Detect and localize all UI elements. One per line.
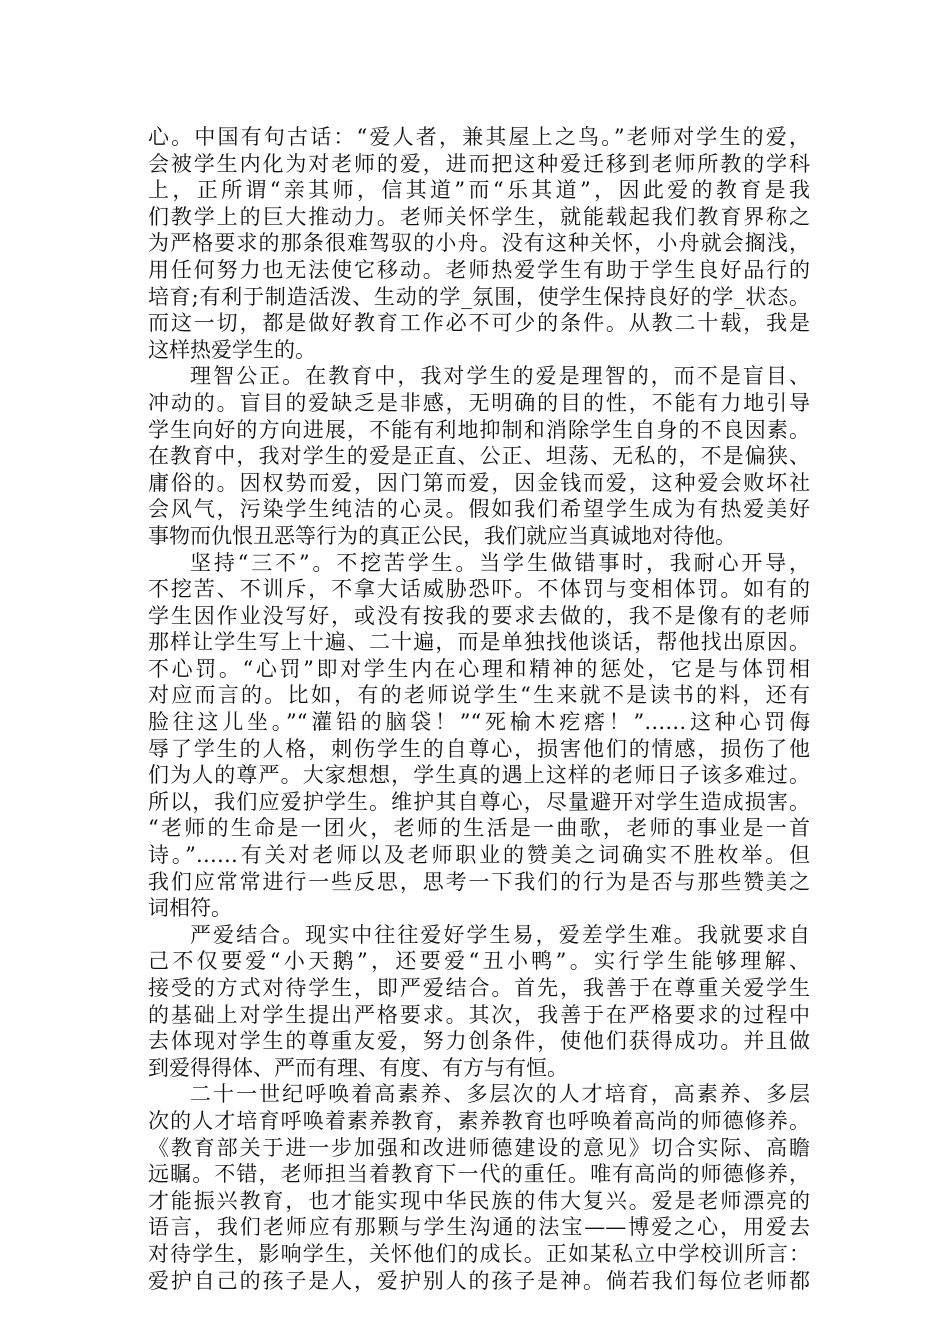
text-line: 上，正所谓“亲其师，信其道”而“乐其道”，因此爱的教育是我 bbox=[148, 178, 810, 203]
text-line: 心。中国有句古话：“爱人者，兼其屋上之鸟。”老师对学生的爱， bbox=[148, 125, 810, 149]
text-line: 坚持“三不”。不挖苦学生。当学生做错事时，我耐心开导， bbox=[190, 550, 810, 575]
text-line: 爱护自己的孩子是人，爱护别人的孩子是神。倘若我们每位老师都 bbox=[148, 1268, 810, 1293]
text-line: 学生向好的方向进展，不能有利地抑制和消除学生自身的不良因素。 bbox=[148, 417, 810, 442]
text-line: 次的人才培育呼唤着素养教育，素养教育也呼唤着高尚的师德修养。 bbox=[148, 1108, 810, 1133]
text-line: 的基础上对学生提出严格要求。其次，我善于在严格要求的过程中 bbox=[148, 1002, 810, 1027]
text-line: 们教学上的巨大推动力。老师关怀学生，就能载起我们教育界称之 bbox=[148, 204, 810, 229]
text-line: 事物而仇恨丑恶等行为的真正公民，我们就应当真诚地对待他。 bbox=[148, 523, 736, 548]
text-line: 到爱得得体、严而有理、有度、有方与有恒。 bbox=[148, 1055, 568, 1080]
text-line: 们为人的尊严。大家想想，学生真的遇上这样的老师日子该多难过。 bbox=[148, 763, 810, 788]
text-line: 冲动的。盲目的爱缺乏是非感，无明确的目的性，不能有力地引导 bbox=[148, 390, 810, 415]
text-line: 在教育中，我对学生的爱是正直、公正、坦荡、无私的，不是偏狭、 bbox=[148, 444, 810, 469]
text-line: 理智公正。在教育中，我对学生的爱是理智的，而不是盲目、 bbox=[190, 364, 810, 389]
text-line: 去体现对学生的尊重友爱，努力创条件，使他们获得成功。并且做 bbox=[148, 1029, 810, 1054]
text-line: 那样让学生写上十遍、二十遍，而是单独找他谈话，帮他找出原因。 bbox=[148, 630, 810, 655]
text-line: 才能振兴教育，也才能实现中华民族的伟大复兴。爱是老师漂亮的 bbox=[148, 1188, 810, 1213]
text-line: 用任何努力也无法使它移动。老师热爱学生有助于学生良好品行的 bbox=[148, 257, 810, 282]
text-line: 二十一世纪呼唤着高素养、多层次的人才培育，高素养、多层 bbox=[190, 1082, 810, 1107]
text-line: 对应而言的。比如，有的老师说学生“生来就不是读书的料，还有 bbox=[148, 683, 810, 708]
text-line: 培育;有利于制造活泼、生动的学_氛围，使学生保持良好的学_状态。 bbox=[148, 284, 810, 309]
text-line: 己不仅要爱“小天鹅”，还要爱“丑小鸭”。实行学生能够理解、 bbox=[148, 949, 810, 974]
text-line: 不心罚。“心罚”即对学生内在心理和精神的惩处，它是与体罚相 bbox=[148, 656, 810, 681]
text-line: 辱了学生的人格，刺伤学生的自尊心，损害他们的情感，损伤了他 bbox=[148, 736, 810, 761]
text-line: 词相符。 bbox=[148, 896, 232, 921]
text-line: 而这一切，都是做好教育工作必不可少的条件。从教二十载，我是 bbox=[148, 311, 810, 336]
document-body bbox=[148, 124, 810, 1294]
text-line: 脸往这儿坐。”“灌铅的脑袋！”“死榆木疙瘩！”……这种心罚侮 bbox=[148, 710, 810, 735]
text-line: 远瞩。不错，老师担当着教育下一代的重任。唯有高尚的师德修养， bbox=[148, 1162, 810, 1187]
text-line: 为严格要求的那条很难驾驭的小舟。没有这种关怀，小舟就会搁浅， bbox=[148, 231, 810, 256]
text-line: 不挖苦、不训斥，不拿大话威胁恐吓。不体罚与变相体罚。如有的 bbox=[148, 577, 810, 602]
text-line: 会被学生内化为对老师的爱，进而把这种爱迁移到老师所教的学科 bbox=[148, 151, 810, 176]
text-line: “老师的生命是一团火，老师的生活是一曲歌，老师的事业是一首 bbox=[148, 816, 810, 841]
text-line: 接受的方式对待学生，即严爱结合。首先，我善于在尊重关爱学生 bbox=[148, 976, 810, 1000]
text-line: 严爱结合。现实中往往爱好学生易，爱差学生难。我就要求自 bbox=[190, 922, 810, 947]
text-line: 诗。”……有关对老师以及老师职业的赞美之词确实不胜枚举。但 bbox=[148, 843, 810, 868]
text-line: 庸俗的。因权势而爱，因门第而爱，因金钱而爱，这种爱会败坏社 bbox=[148, 470, 810, 495]
text-line: 我们应常常进行一些反思，思考一下我们的行为是否与那些赞美之 bbox=[148, 869, 810, 894]
text-line: 所以，我们应爱护学生。维护其自尊心，尽量避开对学生造成损害。 bbox=[148, 789, 810, 814]
text-line: 语言，我们老师应有那颗与学生沟通的法宝——博爱之心，用爱去 bbox=[148, 1215, 810, 1240]
text-line: 这样热爱学生的。 bbox=[148, 337, 316, 362]
text-line: 对待学生，影响学生，关怀他们的成长。正如某私立中学校训所言： bbox=[148, 1241, 810, 1266]
text-line: 学生因作业没写好，或没有按我的要求去做的，我不是像有的老师 bbox=[148, 603, 810, 628]
text-line: 《教育部关于进一步加强和改进师德建设的意见》切合实际、高瞻 bbox=[148, 1135, 810, 1160]
text-line: 会风气，污染学生纯洁的心灵。假如我们希望学生成为有热爱美好 bbox=[148, 497, 810, 522]
